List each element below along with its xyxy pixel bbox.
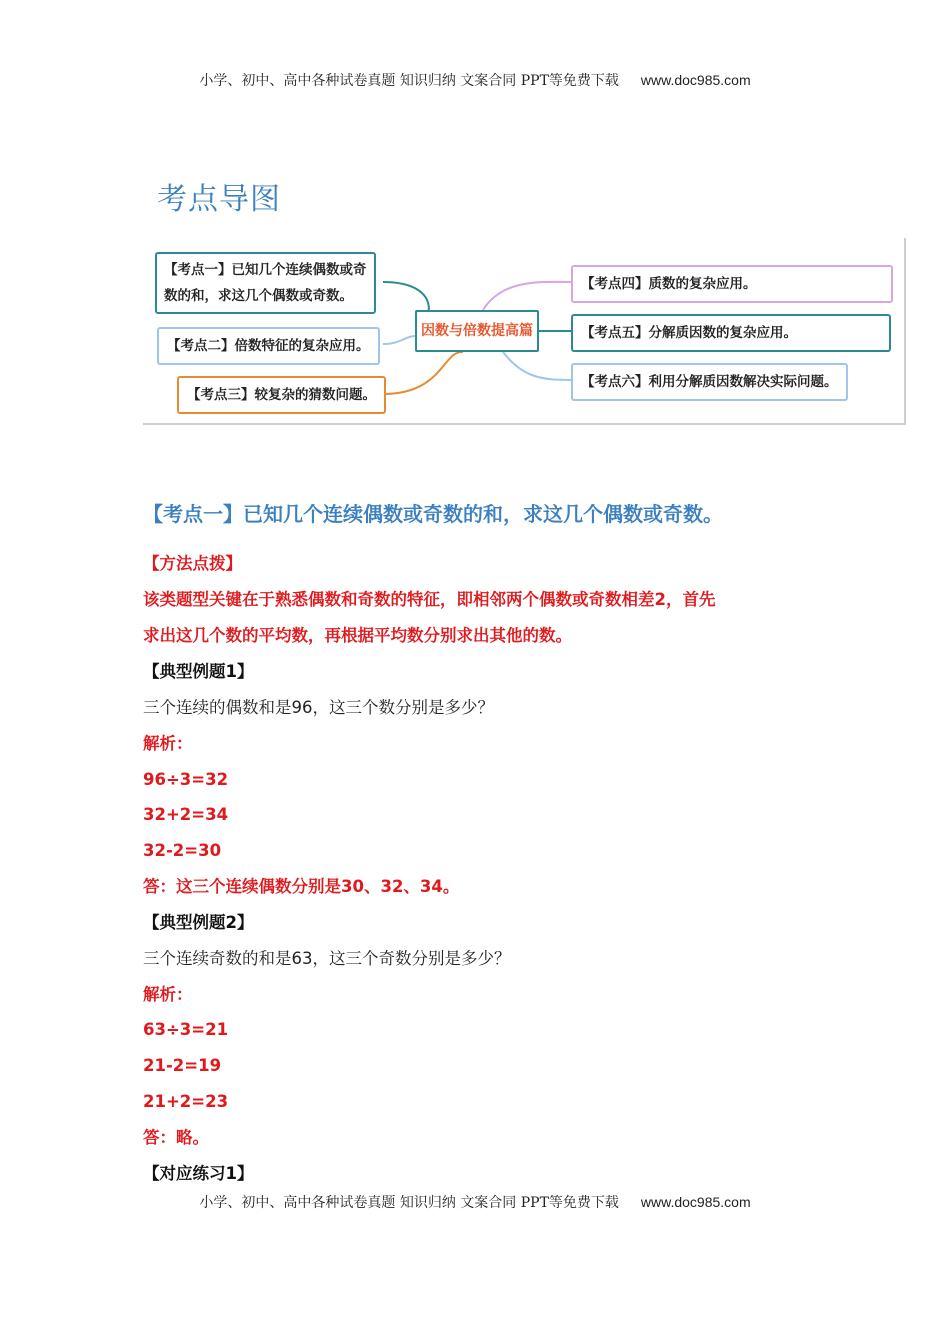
example-2-analysis-label: 解析： <box>143 985 193 1004</box>
method-line-1: 该类题型关键在于熟悉偶数和奇数的特征，即相邻两个偶数或奇数相差2，首先 <box>143 590 716 609</box>
example-1-step-3: 32-2=30 <box>143 841 222 860</box>
node-1-line2: 数的和，求这几个偶数或奇数。 <box>164 288 353 304</box>
example-2-answer: 答：略。 <box>143 1128 209 1147</box>
node-1-line1: 【考点一】已知几个连续偶数或奇 <box>164 262 367 278</box>
footer-text: 小学、初中、高中各种试卷真题 知识归纳 文案合同 PPT等免费下载 <box>199 1195 619 1211</box>
mindmap-node-3: 【考点三】较复杂的猜数问题。 <box>177 376 386 414</box>
mindmap-node-5: 【考点五】分解质因数的复杂应用。 <box>571 314 891 352</box>
connector-4 <box>483 282 571 310</box>
mindmap-node-1 <box>155 252 376 314</box>
example-1-question: 三个连续的偶数和是96，这三个数分别是多少？ <box>143 698 494 717</box>
mindmap-center: 因数与倍数提高篇 <box>415 310 539 352</box>
example-2-step-1: 63÷3=21 <box>143 1020 229 1039</box>
practice-heading: 【对应练习1】 <box>143 1164 254 1183</box>
mind-map <box>143 238 906 425</box>
example-2-question: 三个连续奇数的和是63，这三个奇数分别是多少？ <box>143 949 511 968</box>
header-site: www.doc985.com <box>640 72 751 88</box>
example-2-step-3: 21+2=23 <box>143 1092 229 1111</box>
connector-6 <box>503 352 571 380</box>
footer-site: www.doc985.com <box>640 1194 751 1210</box>
connector-3 <box>383 352 463 394</box>
example-1-step-1: 96÷3=32 <box>143 770 229 789</box>
mindmap-node-6: 【考点六】利用分解质因数解决实际问题。 <box>571 363 848 401</box>
example-1-heading: 【典型例题1】 <box>143 662 254 681</box>
example-2-heading: 【典型例题2】 <box>143 913 254 932</box>
connector-2 <box>383 336 415 344</box>
example-1-answer: 答：这三个连续偶数分别是30、32、34。 <box>143 877 460 896</box>
header-text: 小学、初中、高中各种试卷真题 知识归纳 文案合同 PPT等免费下载 <box>199 73 619 89</box>
example-1-step-2: 32+2=34 <box>143 805 229 824</box>
method-line-2: 求出这几个数的平均数，再根据平均数分别求出其他的数。 <box>143 626 572 645</box>
example-2-step-2: 21-2=19 <box>143 1056 222 1075</box>
example-1-analysis-label: 解析： <box>143 734 193 753</box>
mindmap-node-4: 【考点四】质数的复杂应用。 <box>571 265 893 303</box>
page-header <box>0 70 950 90</box>
section-title: 【考点一】已知几个连续偶数或奇数的和，求这几个偶数或奇数。 <box>143 502 723 526</box>
method-heading: 【方法点拨】 <box>143 554 242 573</box>
guide-title: 考点导图 <box>157 182 281 217</box>
page-footer <box>0 1192 950 1212</box>
mindmap-node-2: 【考点二】倍数特征的复杂应用。 <box>157 327 380 365</box>
